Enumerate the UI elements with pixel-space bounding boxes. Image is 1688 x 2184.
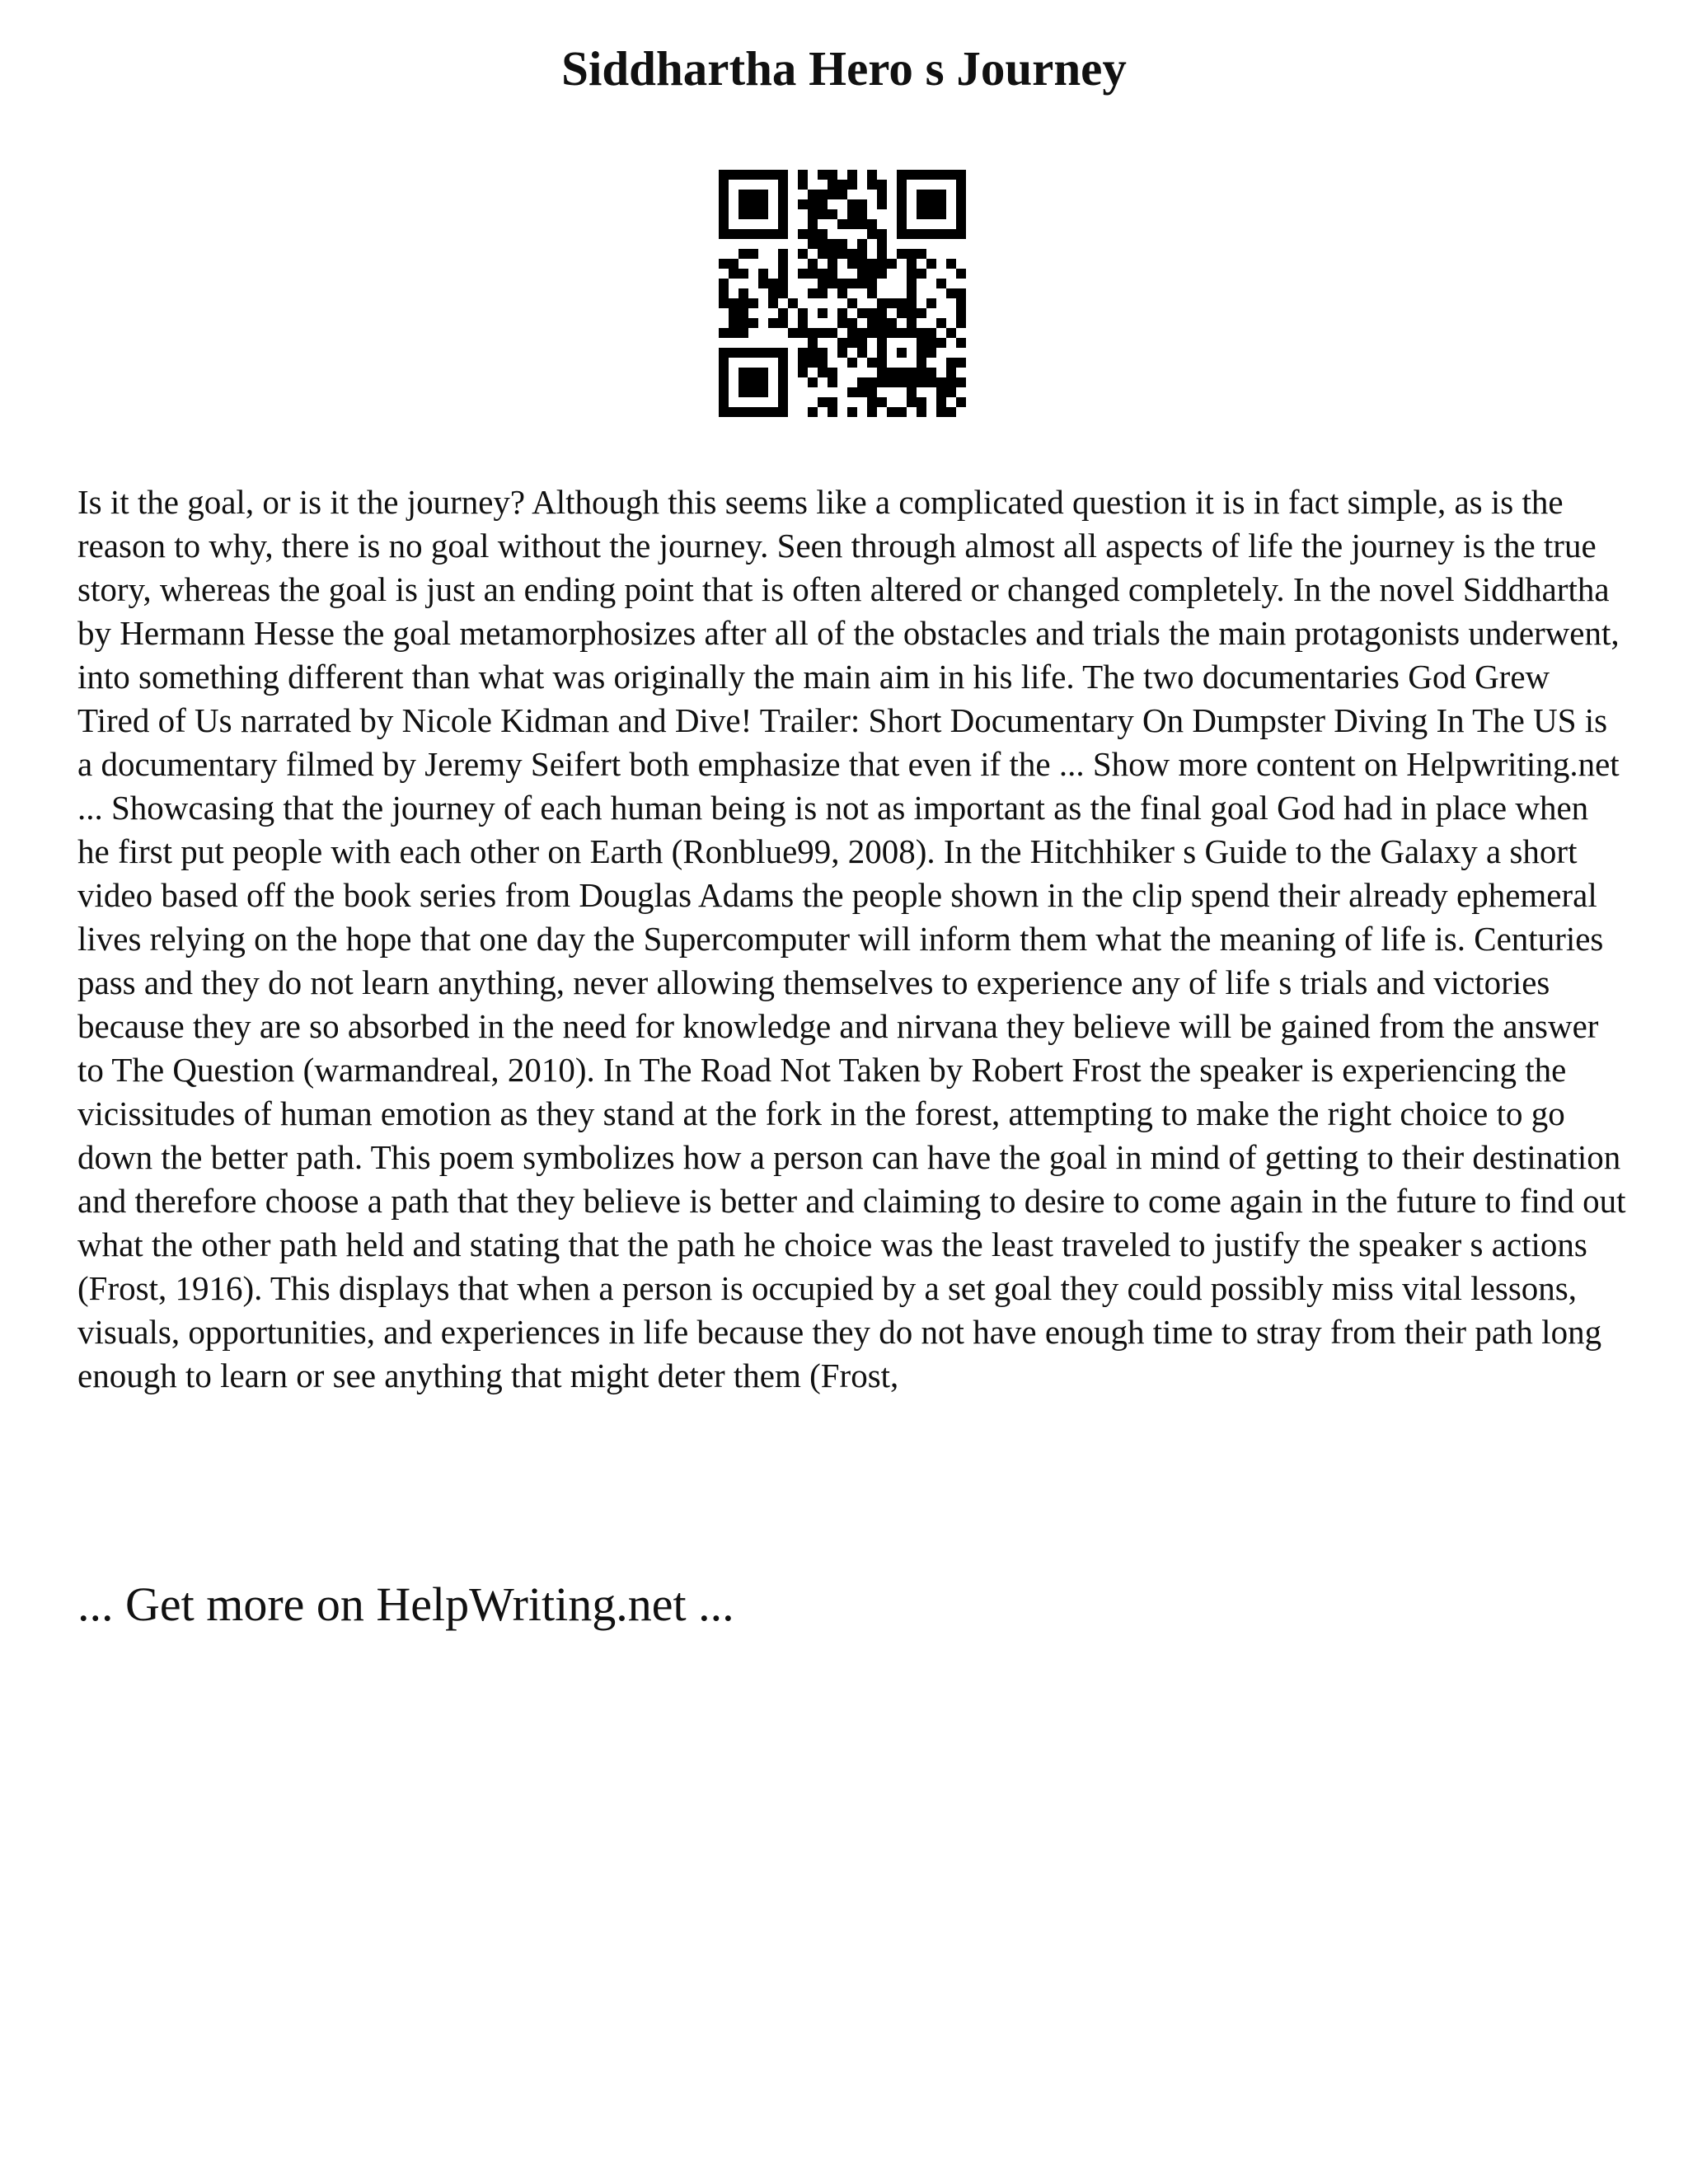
get-more-link[interactable]: ... Get more on HelpWriting.net ... [77,1577,734,1631]
body-text: Is it the goal, or is it the journey? Although this seems like a complicated question it is in fact simple, as is the reason to why, there is no goal without the journey. Seen through almost all aspects of life the journey is the true story, whereas the goal is just an ending point that is often altered or changed completely. In the novel Siddhartha by Hermann Hesse the goal metamorphosizes after all of the obstacles and trials the main protagonists underwent, into something different than what was originally the main aim in his life. The two documentaries God Grew Tired of Us narrated by Nicole Kidman and Dive! Trailer: Short Documentary On Dumpster Diving In The US is a documentary filmed by Jeremy Seifert both emphasize that even if the ... Show more content on Helpwriting.net ... Showcasing that the journey of each human being is not as important as the final goal God had in place when he first put people with each other on Earth (Ronblue99, 2008). In the Hitchhiker s Guide to the Galaxy a short video based off the book series from Douglas Adams the people shown in the clip spend their already ephemeral lives relying on the hope that one day the Supercomputer will inform them what the meaning of life is. Centuries pass and they do not learn anything, never allowing themselves to experience any of life s trials and victories because they are so absorbed in the need for knowledge and nirvana they believe will be gained from the answer to The Question (warmandreal, 2010). In The Road Not Taken by Robert Frost the speaker is experiencing the vicissitudes of human emotion as they stand at the fork in the forest, attempting to make the right choice to go down the better path. This poem symbolizes how a person can have the goal in mind of getting to their destination and therefore choose a path that they believe is better and claiming to desire to come again in the future to find out what the other path held and stating that the path he choice was the least traveled to justify the speaker s actions (Frost, 1916). This displays that when a person is occupied by a set goal they could possibly miss vital lessons, visuals, opportunities, and experiences in life because they do not have enough time to stray from their path long enough to learn or see anything that might deter them (Frost, [77,483,1626,1394]
page-title: Siddhartha Hero s Journey [561,41,1127,96]
qr-code-icon [719,170,966,417]
